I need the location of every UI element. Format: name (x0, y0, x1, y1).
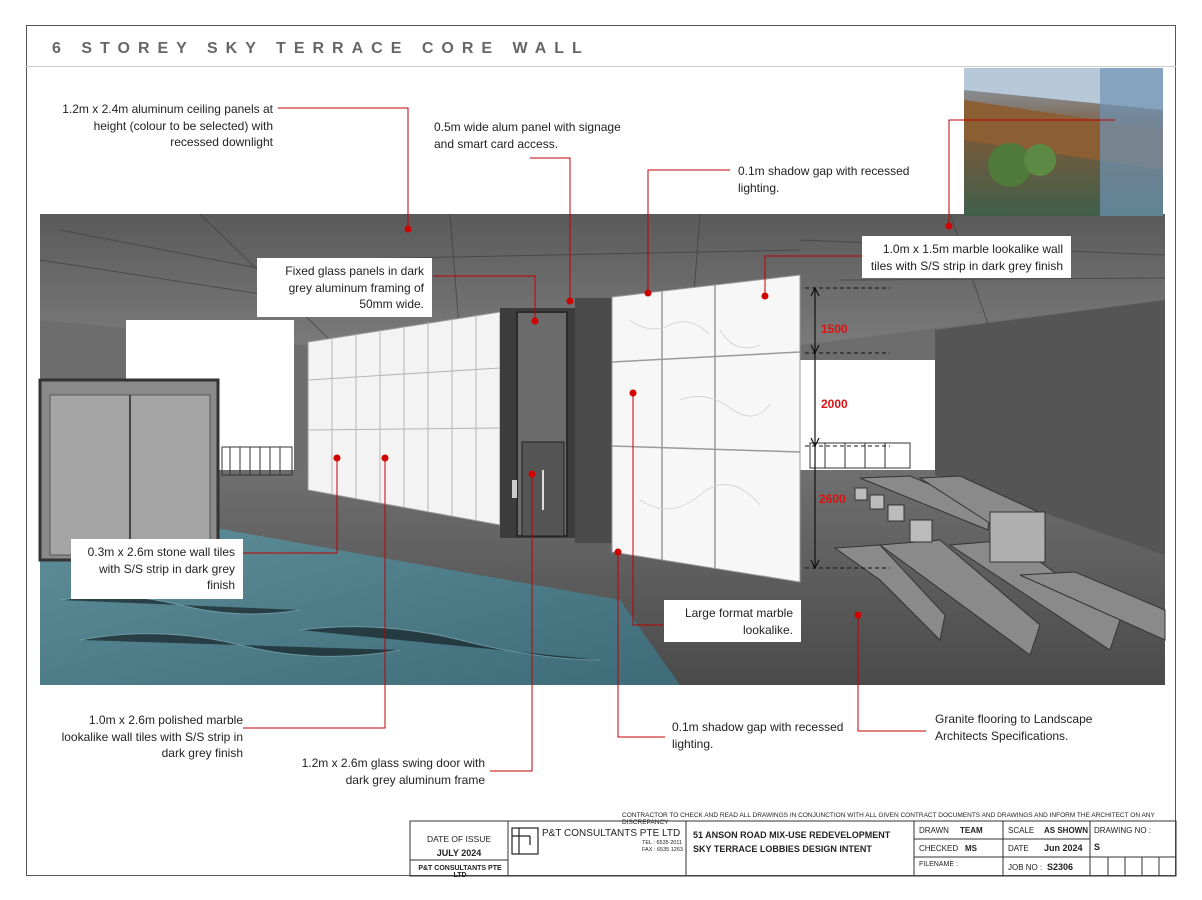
scale-value: AS SHOWN (1044, 826, 1088, 835)
label-stone-wall-tiles: 0.3m x 2.6m stone wall tiles with S/S strip in dark grey finish (71, 539, 243, 599)
jobno-value: S2306 (1047, 862, 1074, 872)
dimension-1500: 1500 (821, 322, 848, 336)
scale-label: SCALE (1008, 826, 1035, 835)
firm-tel: TEL : 6535 2011 (642, 840, 683, 846)
label-signage-panel: 0.5m wide alum panel with signage and smart card access. (434, 120, 621, 151)
date-label: DATE (1008, 844, 1029, 853)
sheet-title: 6 STOREY SKY TERRACE CORE WALL (52, 40, 590, 57)
drawn-label: DRAWN (919, 826, 949, 835)
label-granite-flooring: Granite flooring to Landscape Architects Specifications. (935, 712, 1093, 743)
label-fixed-glass-panels: Fixed glass panels in dark grey aluminum framing of 50mm wide. (257, 258, 432, 317)
date-of-issue: JULY 2024 (436, 848, 482, 858)
label-polished-marble: 1.0m x 2.6m polished marble lookalike wall tiles with S/S strip in dark grey finish (61, 713, 243, 760)
firm-short-name: P&T CONSULTANTS PTE LTD (418, 865, 502, 879)
label-shadow-gap-top: 0.1m shadow gap with recessed lighting. (738, 164, 910, 195)
firm-logo-icon (512, 828, 538, 854)
date-of-issue-label: DATE OF ISSUE (426, 834, 492, 844)
sky-opening-right (800, 360, 938, 470)
firm-fax: FAX : 6535 1263 (642, 847, 683, 853)
disclaimer-text: CONTRACTOR TO CHECK AND READ ALL DRAWINGS IN CONJUNCTION WITH ALL GIVEN CONTRACT DOCUMENTS AND DRAWINGS AND INFORM THE ARCHITECT ON ANY DISCREPANCY (622, 812, 1155, 826)
dimension-2000: 2000 (821, 397, 848, 411)
label-ceiling-panels: 1.2m x 2.4m aluminum ceiling panels at height (colour to be selected) with recessed downlight (62, 102, 273, 149)
marble-wall-right (612, 275, 800, 582)
signage-panel (575, 298, 615, 543)
label-shadow-gap-bottom: 0.1m shadow gap with recessed lighting. (672, 720, 844, 751)
checked-value: MS (965, 844, 977, 853)
project-line-2: SKY TERRACE LOBBIES DESIGN INTENT (693, 844, 872, 854)
date-value: Jun 2024 (1044, 843, 1083, 853)
checked-label: CHECKED (919, 844, 959, 853)
project-line-1: 51 ANSON ROAD MIX-USE REDEVELOPMENT (693, 830, 891, 840)
jobno-label: JOB NO : (1008, 863, 1043, 872)
label-marble-wall-tiles: 1.0m x 1.5m marble lookalike wall tiles with S/S strip in dark grey finish (862, 236, 1071, 278)
drawn-value: TEAM (960, 826, 983, 835)
filename-label: FILENAME : (919, 861, 958, 868)
firm-name: P&T CONSULTANTS PTE LTD (542, 828, 681, 839)
label-glass-swing-door: 1.2m x 2.6m glass swing door with dark grey aluminum frame (301, 756, 485, 787)
label-large-format-marble: Large format marble lookalike. (664, 600, 801, 642)
drawing-no-value: S (1094, 842, 1101, 852)
dimension-2600: 2600 (819, 492, 846, 506)
drawing-no-label: DRAWING NO : (1094, 826, 1152, 835)
